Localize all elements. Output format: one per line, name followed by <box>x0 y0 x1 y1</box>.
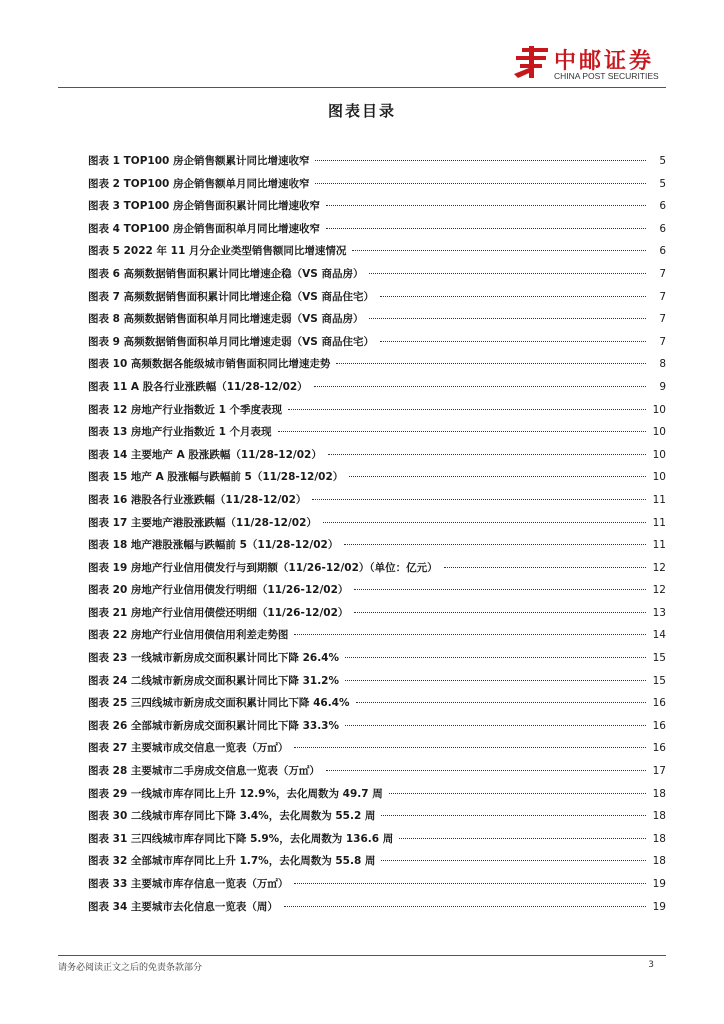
toc-item-label: 图表 26 全部城市新房成交面积累计同比下降 33.3% <box>88 719 340 732</box>
toc-item[interactable] <box>88 670 666 693</box>
toc-item-label: 图表 13 房地产行业指数近 1 个月表现 <box>88 426 272 439</box>
toc-item-label: 图表 32 全部城市库存同比上升 1.7%，去化周数为 55.8 周 <box>88 855 376 868</box>
toc-item-page: 17 <box>652 765 666 778</box>
toc-item[interactable] <box>88 444 666 467</box>
toc-item-page: 18 <box>652 855 666 868</box>
toc-dot-leader <box>345 724 646 726</box>
toc-dot-leader <box>380 295 646 297</box>
toc-item-page: 10 <box>652 403 666 416</box>
toc-dot-leader <box>345 679 646 681</box>
toc-item-label: 图表 25 三四线城市新房成交面积累计同比下降 46.4% <box>88 697 350 710</box>
toc-item-label: 图表 15 地产 A 股涨幅与跌幅前 5（11/28-12/02） <box>88 471 344 484</box>
toc-item-label: 图表 2 TOP100 房企销售额单月同比增速收窄 <box>88 177 310 190</box>
toc-item[interactable] <box>88 218 666 241</box>
toc-item-label: 图表 4 TOP100 房企销售面积单月同比增速收窄 <box>88 222 320 235</box>
logo-chinese-name: 中邮证券 <box>554 49 655 74</box>
toc-dot-leader <box>354 611 646 613</box>
toc-dot-leader <box>312 498 646 500</box>
toc-title: 图表目录 <box>327 102 396 120</box>
toc-item-label: 图表 20 房地产行业信用债发行明细（11/26-12/02） <box>88 584 349 597</box>
logo-english-name: CHINA POST SECURITIES <box>554 71 659 81</box>
toc-item-label: 图表 34 主要城市去化信息一览表（周） <box>88 900 278 913</box>
toc-dot-leader <box>349 475 646 477</box>
toc-item[interactable] <box>88 195 666 218</box>
company-logo <box>512 44 672 84</box>
toc-item-page: 10 <box>652 448 666 461</box>
page-number: 3 <box>648 960 654 970</box>
toc-dot-leader <box>294 633 646 635</box>
toc-dot-leader <box>381 859 646 861</box>
toc-item-label: 图表 1 TOP100 房企销售额累计同比增速收窄 <box>88 155 310 167</box>
toc-item[interactable] <box>88 896 666 919</box>
toc-dot-leader <box>315 159 646 161</box>
disclaimer-note: 请务必阅读正文之后的免责条款部分 <box>58 963 203 973</box>
toc-item[interactable] <box>88 240 666 263</box>
toc-dot-leader <box>326 204 646 206</box>
toc-item-label: 图表 14 主要地产 A 股涨跌幅（11/28-12/02） <box>88 448 322 461</box>
toc-item-label: 图表 23 一线城市新房成交面积累计同比下降 26.4% <box>88 652 340 665</box>
toc-item-label: 图表 19 房地产行业信用债发行与到期额（11/26-12/02）（单位：亿元） <box>88 561 438 574</box>
toc-item-label: 图表 28 主要城市二手房成交信息一览表（万㎡） <box>88 765 320 778</box>
toc-item-page: 8 <box>659 358 666 371</box>
toc-item[interactable] <box>88 173 666 196</box>
toc-item-page: 7 <box>659 335 666 348</box>
toc-item-page: 6 <box>659 200 666 213</box>
china-post-logo-icon <box>512 44 550 80</box>
toc-item[interactable] <box>88 263 666 286</box>
toc-item[interactable] <box>88 783 666 806</box>
toc-dot-leader <box>381 814 646 816</box>
toc-item[interactable] <box>88 602 666 625</box>
toc-item-label: 图表 5 2022 年 11 月分企业类型销售额同比增速情况 <box>88 245 347 258</box>
toc-item-label: 图表 8 高频数据销售面积单月同比增速走弱（VS 商品房） <box>88 313 364 326</box>
toc-dot-leader <box>326 227 646 229</box>
toc-item-label: 图表 16 港股各行业涨跌幅（11/28-12/02） <box>88 493 307 506</box>
toc-item-page: 6 <box>659 222 666 235</box>
toc-dot-leader <box>399 837 646 839</box>
toc-item[interactable] <box>88 150 666 173</box>
toc-item[interactable] <box>88 805 666 828</box>
toc-dot-leader <box>356 701 646 703</box>
toc-item[interactable] <box>88 647 666 670</box>
toc-dot-leader <box>336 362 646 364</box>
toc-item-page: 18 <box>652 832 666 845</box>
toc-dot-leader <box>354 588 646 590</box>
toc-item-page: 18 <box>652 810 666 823</box>
toc-dot-leader <box>288 408 646 410</box>
toc-item[interactable] <box>88 692 666 715</box>
footer-divider <box>58 955 666 956</box>
figure-table-of-contents <box>88 150 666 918</box>
toc-dot-leader <box>294 746 646 748</box>
toc-item-label: 图表 18 地产港股涨幅与跌幅前 5（11/28-12/02） <box>88 539 339 552</box>
toc-dot-leader <box>328 453 646 455</box>
toc-dot-leader <box>294 882 646 884</box>
toc-item-page: 6 <box>659 245 666 258</box>
toc-item-page: 12 <box>652 561 666 574</box>
toc-item[interactable] <box>88 421 666 444</box>
toc-item[interactable] <box>88 579 666 602</box>
toc-dot-leader <box>278 430 646 432</box>
toc-item-label: 图表 24 二线城市新房成交面积累计同比下降 31.2% <box>88 674 340 687</box>
toc-dot-leader <box>369 272 646 274</box>
toc-item-page: 14 <box>652 629 666 642</box>
toc-item-page: 15 <box>652 674 666 687</box>
toc-item[interactable] <box>88 760 666 783</box>
toc-item[interactable] <box>88 557 666 580</box>
toc-dot-leader <box>444 566 646 568</box>
toc-item-label: 图表 12 房地产行业指数近 1 个季度表现 <box>88 403 283 416</box>
toc-item-page: 19 <box>652 878 666 890</box>
toc-dot-leader <box>389 792 646 794</box>
toc-item[interactable] <box>88 466 666 489</box>
toc-item-label: 图表 17 主要地产港股涨跌幅（11/28-12/02） <box>88 516 317 529</box>
toc-item[interactable] <box>88 331 666 354</box>
toc-item[interactable] <box>88 828 666 851</box>
toc-item-label: 图表 21 房地产行业信用债偿还明细（11/26-12/02） <box>88 606 349 619</box>
toc-dot-leader <box>369 317 646 319</box>
toc-dot-leader <box>345 656 646 658</box>
toc-item-page: 7 <box>659 313 666 326</box>
toc-item[interactable] <box>88 489 666 512</box>
toc-item[interactable] <box>88 353 666 376</box>
toc-item-label: 图表 11 A 股各行业涨跌幅（11/28-12/02） <box>88 380 308 393</box>
toc-item-label: 图表 27 主要城市成交信息一览表（万㎡） <box>88 742 289 755</box>
toc-item[interactable] <box>88 624 666 647</box>
toc-item-page: 10 <box>652 426 666 439</box>
toc-item-page: 18 <box>652 787 666 800</box>
toc-item[interactable] <box>88 873 666 896</box>
toc-dot-leader <box>323 521 646 523</box>
toc-dot-leader <box>326 769 646 771</box>
toc-dot-leader <box>284 905 646 907</box>
toc-item-page: 9 <box>659 380 666 393</box>
toc-item-page: 16 <box>652 697 666 710</box>
toc-item-label: 图表 6 高频数据销售面积累计同比增速企稳（VS 商品房） <box>88 267 364 280</box>
toc-item[interactable] <box>88 715 666 738</box>
toc-item-label: 图表 31 三四线城市库存同比下降 5.9%，去化周数为 136.6 周 <box>88 832 394 845</box>
toc-item-label: 图表 7 高频数据销售面积累计同比增速企稳（VS 商品住宅） <box>88 290 374 303</box>
toc-item-page: 11 <box>652 493 666 506</box>
toc-item-label: 图表 33 主要城市库存信息一览表（万㎡） <box>88 878 289 890</box>
toc-item[interactable] <box>88 308 666 331</box>
page-header <box>0 0 724 90</box>
toc-item-page: 16 <box>652 742 666 755</box>
toc-item-label: 图表 3 TOP100 房企销售面积累计同比增速收窄 <box>88 200 320 213</box>
toc-dot-leader <box>314 385 646 387</box>
toc-item-page: 11 <box>652 516 666 529</box>
toc-item-label: 图表 10 高频数据各能级城市销售面积同比增速走势 <box>88 358 331 371</box>
toc-item-page: 7 <box>659 290 666 303</box>
toc-dot-leader <box>344 543 646 545</box>
toc-item-page: 15 <box>652 652 666 665</box>
toc-item-page: 5 <box>659 155 666 167</box>
toc-item-label: 图表 22 房地产行业信用债信用利差走势图 <box>88 629 289 642</box>
toc-item-label: 图表 29 一线城市库存同比上升 12.9%，去化周数为 49.7 周 <box>88 787 383 800</box>
toc-item-page: 12 <box>652 584 666 597</box>
toc-item[interactable] <box>88 737 666 760</box>
toc-item[interactable] <box>88 399 666 422</box>
toc-item[interactable] <box>88 286 666 309</box>
toc-item[interactable] <box>88 512 666 535</box>
toc-item[interactable] <box>88 850 666 873</box>
toc-item-label: 图表 9 高频数据销售面积单月同比增速走弱（VS 商品住宅） <box>88 335 374 348</box>
toc-item-page: 19 <box>652 900 666 913</box>
toc-item[interactable] <box>88 376 666 399</box>
toc-dot-leader <box>380 340 646 342</box>
toc-item-page: 11 <box>652 539 666 552</box>
toc-item-page: 7 <box>659 267 666 280</box>
toc-item-page: 10 <box>652 471 666 484</box>
toc-item-page: 5 <box>659 177 666 190</box>
toc-item-label: 图表 30 二线城市库存同比下降 3.4%，去化周数为 55.2 周 <box>88 810 376 823</box>
toc-item-page: 13 <box>652 606 666 619</box>
toc-dot-leader <box>352 249 646 251</box>
toc-item-page: 16 <box>652 719 666 732</box>
toc-dot-leader <box>315 182 646 184</box>
header-divider <box>58 87 666 88</box>
toc-item[interactable] <box>88 534 666 557</box>
